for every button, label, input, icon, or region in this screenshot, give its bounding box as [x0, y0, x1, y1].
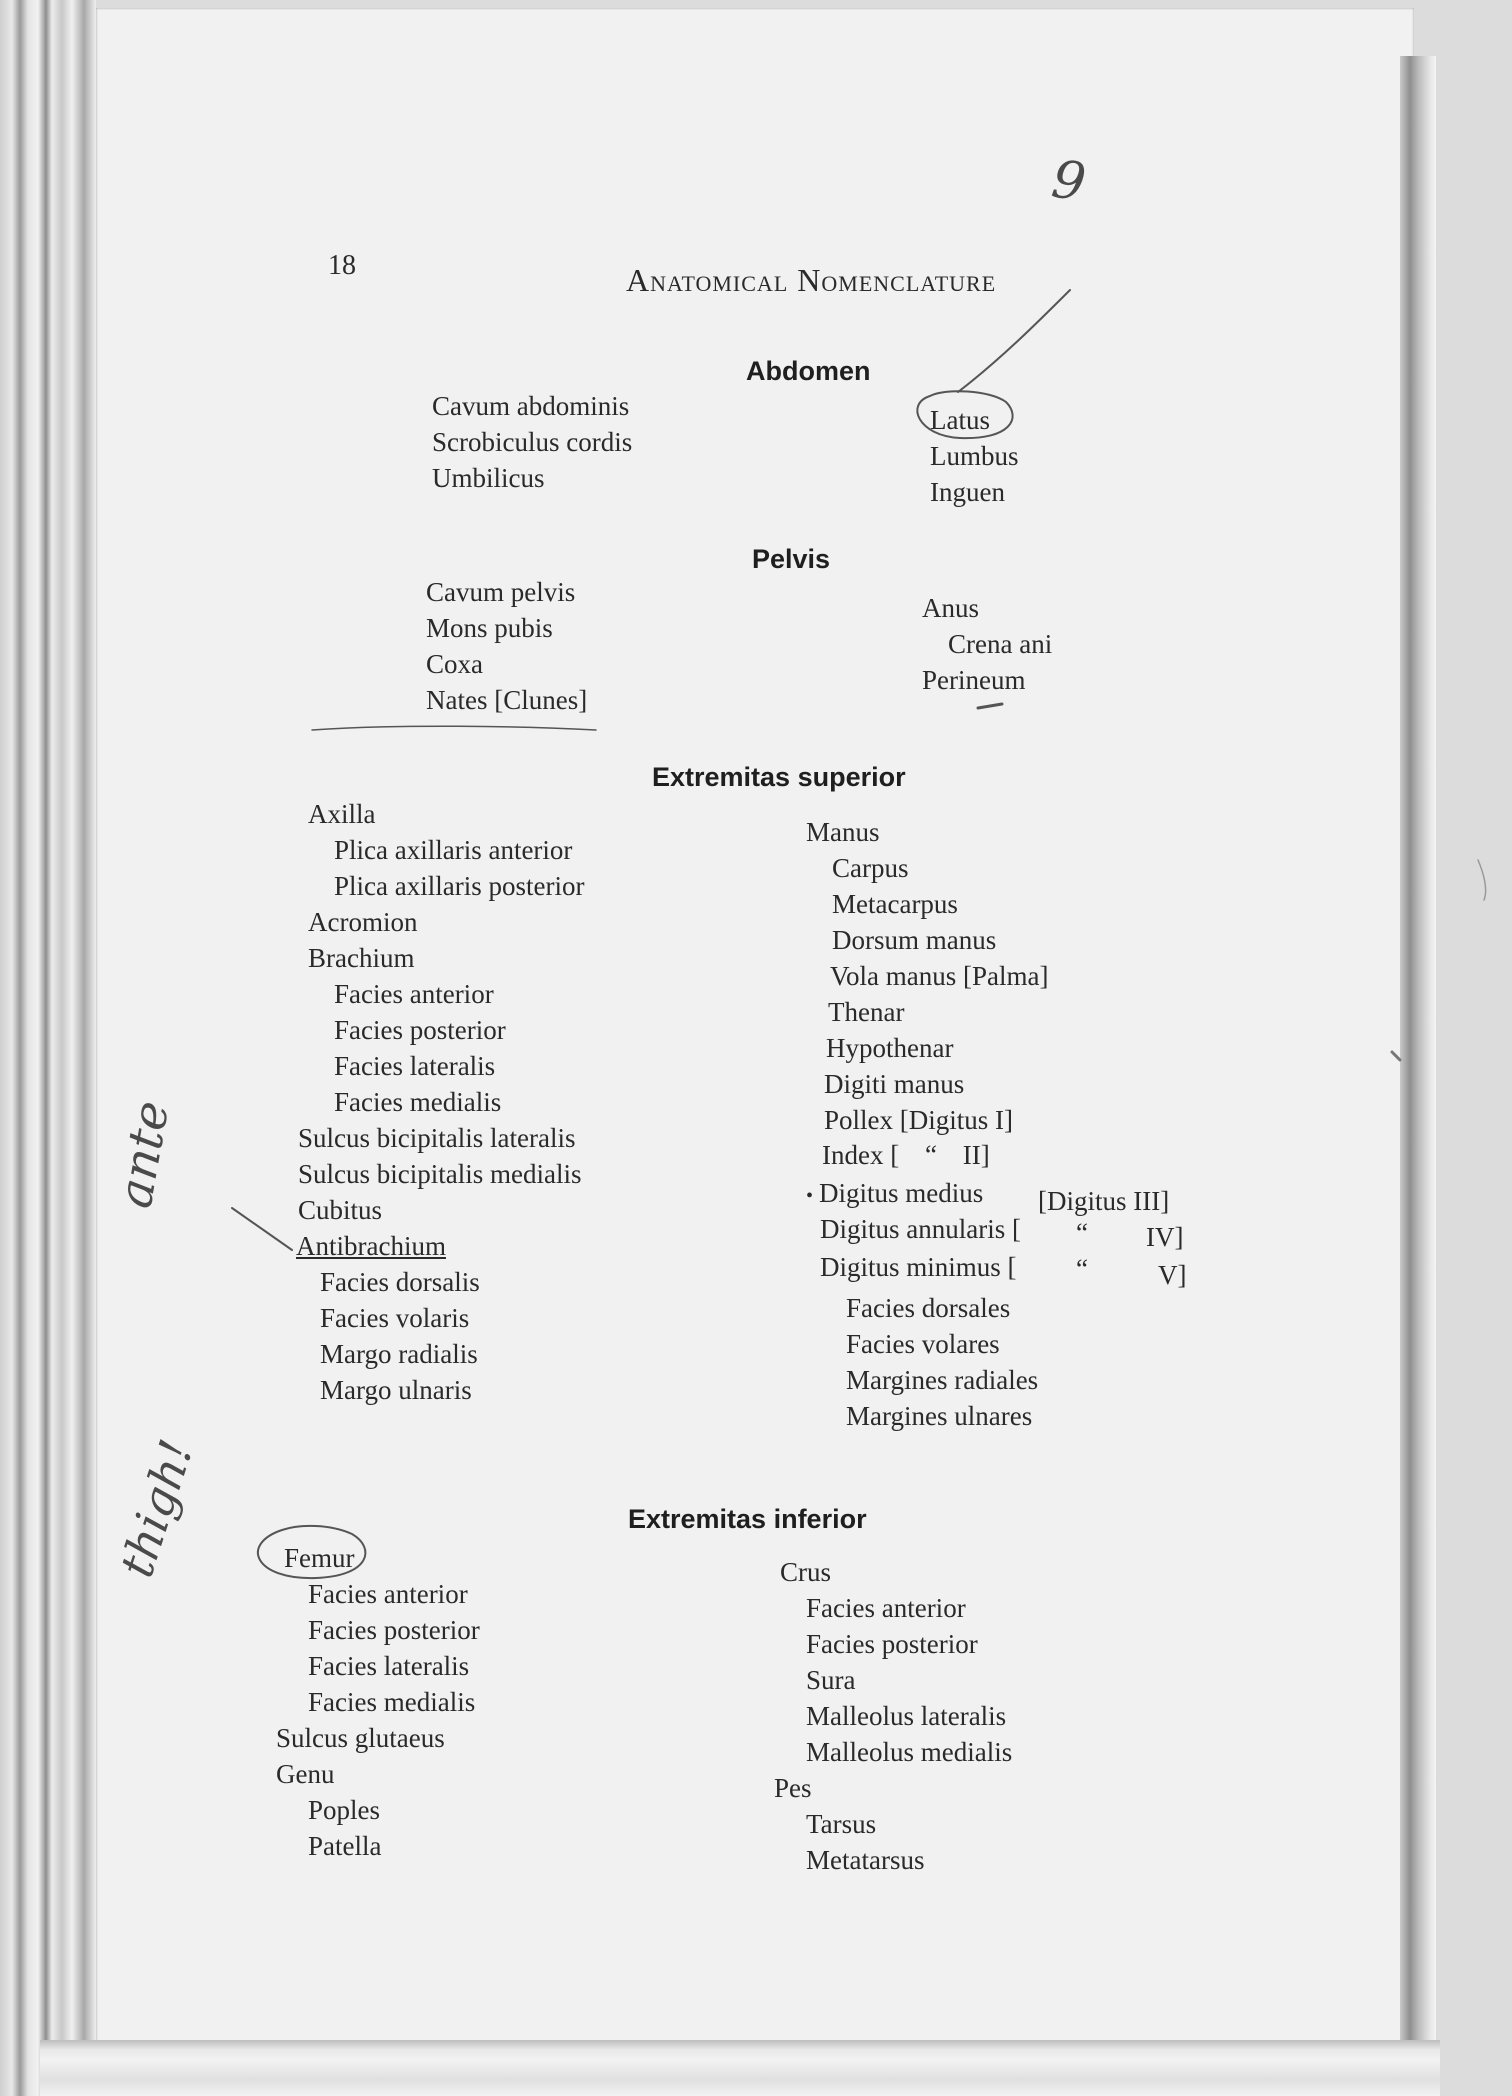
underline-nates-mark: [312, 726, 596, 730]
term: Metacarpus: [832, 889, 958, 919]
term: Poples: [308, 1795, 381, 1825]
term: Plica axillaris posterior: [334, 871, 585, 901]
term: Margo ulnaris: [320, 1375, 472, 1405]
term: Nates [Clunes]: [426, 685, 588, 715]
term: Perineum: [922, 665, 1026, 695]
digit-number: II]: [962, 1140, 990, 1170]
handwritten-thigh: thigh!: [109, 1433, 204, 1584]
term: Vola manus [Palma]: [830, 961, 1049, 991]
term: Sulcus bicipitalis lateralis: [298, 1123, 576, 1153]
term: Malleolus medialis: [806, 1737, 1013, 1767]
pointer-line-mark: [958, 290, 1070, 392]
term: Facies posterior: [308, 1615, 480, 1645]
term: Cubitus: [298, 1195, 383, 1225]
term: Carpus: [832, 853, 909, 883]
handwritten-nine: 9: [1048, 149, 1090, 214]
ditto-mark: “: [924, 1140, 937, 1170]
term: Sura: [806, 1665, 856, 1695]
term: Cavum pelvis: [426, 577, 576, 607]
term: Facies medialis: [308, 1687, 476, 1717]
term: Mons pubis: [426, 613, 553, 643]
term: Hypothenar: [826, 1033, 954, 1063]
term: Facies dorsalis: [320, 1267, 480, 1297]
running-head: Anatomical Nomenclature: [626, 262, 997, 298]
term: Metatarsus: [806, 1845, 925, 1875]
term: Facies volares: [846, 1329, 1000, 1359]
term: Thenar: [828, 997, 905, 1027]
term: Digitus medius: [819, 1178, 984, 1208]
term: Patella: [308, 1831, 382, 1861]
section-title-extremitas-superior: Extremitas superior: [652, 762, 906, 792]
section-title-pelvis: Pelvis: [752, 544, 831, 574]
term-circled: Femur: [284, 1543, 355, 1573]
tick-perineum-mark: [978, 704, 1002, 708]
term: Crus: [780, 1557, 832, 1587]
term-underlined: Antibrachium: [296, 1231, 446, 1261]
term: Margines ulnares: [846, 1401, 1033, 1431]
margin-dot: •: [806, 1185, 814, 1207]
digit-row-medius-bracket: [Digitus III]: [1038, 1186, 1170, 1216]
term: Scrobiculus cordis: [432, 427, 633, 457]
circle-latus-mark: [917, 391, 1012, 438]
term: Digitus annularis [: [820, 1214, 1021, 1244]
term: Digitus minimus [: [820, 1252, 1017, 1282]
term: Facies lateralis: [334, 1051, 496, 1081]
term: Facies medialis: [334, 1087, 502, 1117]
term: Dorsum manus: [832, 925, 997, 955]
term: Inguen: [930, 477, 1005, 507]
term: Lumbus: [930, 441, 1019, 471]
pointer-antibrachium-mark: [232, 1208, 292, 1250]
term: Umbilicus: [432, 463, 545, 493]
term: Facies posterior: [806, 1629, 978, 1659]
term: Facies posterior: [334, 1015, 506, 1045]
term: Sulcus bicipitalis medialis: [298, 1159, 582, 1189]
term: Tarsus: [806, 1809, 877, 1839]
margin-mark-right: [1478, 860, 1486, 900]
margin-mark-right-2: [1392, 1052, 1400, 1060]
term: Margo radialis: [320, 1339, 478, 1369]
term: Manus: [806, 817, 880, 847]
handwritten-ante: ante: [106, 1096, 181, 1213]
section-title-abdomen: Abdomen: [746, 356, 871, 386]
term: Margines radiales: [846, 1365, 1039, 1395]
term: Malleolus lateralis: [806, 1701, 1007, 1731]
term: Index [: [822, 1140, 900, 1170]
term: Facies anterior: [308, 1579, 468, 1609]
section-title-extremitas-inferior: Extremitas inferior: [628, 1504, 867, 1534]
ditto-mark: “: [1076, 1254, 1088, 1284]
term: Crena ani: [948, 629, 1053, 659]
term: Facies volaris: [320, 1303, 470, 1333]
term: Facies anterior: [806, 1593, 966, 1623]
digit-number: V]: [1158, 1260, 1187, 1290]
digit-number: IV]: [1146, 1222, 1184, 1252]
term: Digiti manus: [824, 1069, 965, 1099]
term: Facies anterior: [334, 979, 494, 1009]
term: Facies dorsales: [846, 1293, 1011, 1323]
circle-femur-mark: [258, 1526, 365, 1578]
term: Axilla: [308, 799, 376, 829]
term: Genu: [276, 1759, 335, 1789]
term: Plica axillaris anterior: [334, 835, 573, 865]
term: Pollex [Digitus I]: [824, 1105, 1013, 1135]
page-number: 18: [328, 250, 356, 281]
term-circled: Latus: [930, 405, 990, 435]
term: Sulcus glutaeus: [276, 1723, 445, 1753]
term: Brachium: [308, 943, 415, 973]
term: Pes: [774, 1773, 812, 1803]
term: Anus: [922, 593, 980, 623]
ditto-mark: “: [1076, 1218, 1088, 1248]
term: Cavum abdominis: [432, 391, 630, 421]
term: Acromion: [308, 907, 418, 937]
term: Facies lateralis: [308, 1651, 470, 1681]
term: Coxa: [426, 649, 483, 679]
